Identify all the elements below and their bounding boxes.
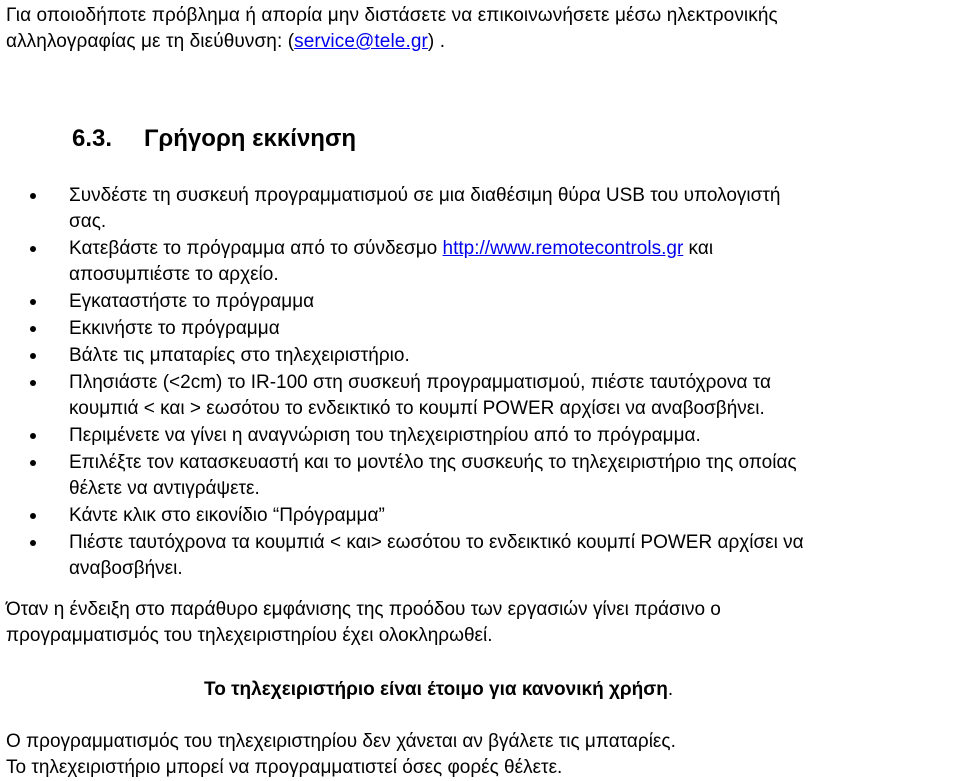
bullet-icon (30, 246, 36, 252)
step-8-line-2: θέλετε να αντιγράψετε. (69, 478, 260, 499)
step-5-text: Βάλτε τις μπαταρίες στο τηλεχειριστήριο. (69, 345, 410, 366)
list-item (0, 183, 960, 235)
footer-line-2: Το τηλεχειριστήριο μπορεί να προγραμματιστεί όσες φορές θέλετε. (6, 757, 563, 778)
email-link[interactable]: service@tele.gr (294, 31, 428, 52)
bullet-icon (30, 353, 36, 359)
list-item (0, 423, 960, 449)
contact-prefix: αλληλογραφίας με τη διεύθυνση: ( (6, 31, 295, 52)
contact-paragraph (6, 3, 956, 55)
section-heading (72, 124, 356, 154)
step-3-text: Εγκαταστήστε το πρόγραμμα (69, 291, 315, 312)
ready-period: . (667, 679, 674, 700)
bullet-icon (30, 540, 36, 546)
section-title: Γρήγορη εκκίνηση (144, 125, 357, 152)
step-1-line-1: Συνδέστε τη συσκευή προγραμματισμού σε μια διαθέσιμη θύρα USB του υπολογιστή (69, 185, 781, 206)
step-6-line-1: Πλησιάστε (<2cm) το IR-100 στη συσκευή προγραμματισμού, πιέστε ταυτόχρονα τα (69, 372, 771, 393)
bullet-icon (30, 299, 36, 305)
ready-notice (204, 677, 673, 702)
step-8-line-1: Επιλέξτε τον κατασκευαστή και το μοντέλο της συσκευής το τηλεχειριστήριο της οποίας (69, 452, 797, 473)
bullet-icon (30, 433, 36, 439)
bullet-icon (30, 380, 36, 386)
step-4-text: Εκκινήστε το πρόγραμμα (69, 318, 280, 339)
list-item (0, 370, 960, 422)
completion-paragraph (6, 597, 721, 649)
quick-start-steps (0, 183, 960, 583)
list-item (0, 530, 960, 582)
step-7-text: Περιμένετε να γίνει η αναγνώριση του τηλεχειριστηρίου από το πρόγραμμα. (69, 425, 701, 446)
contact-line-1: Για οποιοδήποτε πρόβλημα ή απορία μην διστάσετε να επικοινωνήσετε μέσω ηλεκτρονικής (6, 5, 778, 26)
step-10-line-2: αναβοσβήνει. (69, 558, 183, 579)
list-item (0, 236, 960, 288)
step-6-line-2: κουμπιά < και > εωσότου το ενδεικτικό το κουμπί POWER αρχίσει να αναβοσβήνει. (69, 398, 765, 419)
contact-suffix: ) . (427, 31, 446, 52)
list-item (0, 450, 960, 502)
contact-line-2 (6, 29, 956, 55)
footer-line-1: Ο προγραμματισμός του τηλεχειριστηρίου δεν χάνεται αν βγάλετε τις μπαταρίες. (6, 731, 676, 752)
step-2-suffix: και (683, 238, 714, 259)
bullet-icon (30, 513, 36, 519)
section-number: 6.3. (72, 125, 113, 152)
list-item (0, 289, 960, 315)
list-item (0, 343, 960, 369)
step-2-line-1 (69, 236, 960, 262)
completion-line-1: Όταν η ένδειξη στο παράθυρο εμφάνισης της προόδου των εργασιών γίνει πράσινο ο (6, 599, 721, 620)
completion-line-2: προγραμματισμός του τηλεχειριστηρίου έχει ολοκληρωθεί. (6, 625, 493, 646)
footer-notes (6, 729, 676, 781)
step-1-line-2: σας. (69, 211, 107, 232)
bullet-icon (30, 193, 36, 199)
ready-text: Το τηλεχειριστήριο είναι έτοιμο για κανονική χρήση (204, 679, 668, 700)
bullet-icon (30, 460, 36, 466)
download-link[interactable]: http://www.remotecontrols.gr (442, 238, 684, 259)
list-item (0, 503, 960, 529)
step-9-text: Κάντε κλικ στο εικονίδιο “Πρόγραμμα” (69, 505, 385, 526)
bullet-icon (30, 326, 36, 332)
step-2-line-2: αποσυμπιέστε το αρχείο. (69, 264, 279, 285)
step-2-prefix: Κατεβάστε το πρόγραμμα από το σύνδεσμο (69, 238, 443, 259)
list-item (0, 316, 960, 342)
step-10-line-1: Πιέστε ταυτόχρονα τα κουμπιά < και> εωσότου το ενδεικτικό κουμπί POWER αρχίσει να (69, 532, 804, 553)
